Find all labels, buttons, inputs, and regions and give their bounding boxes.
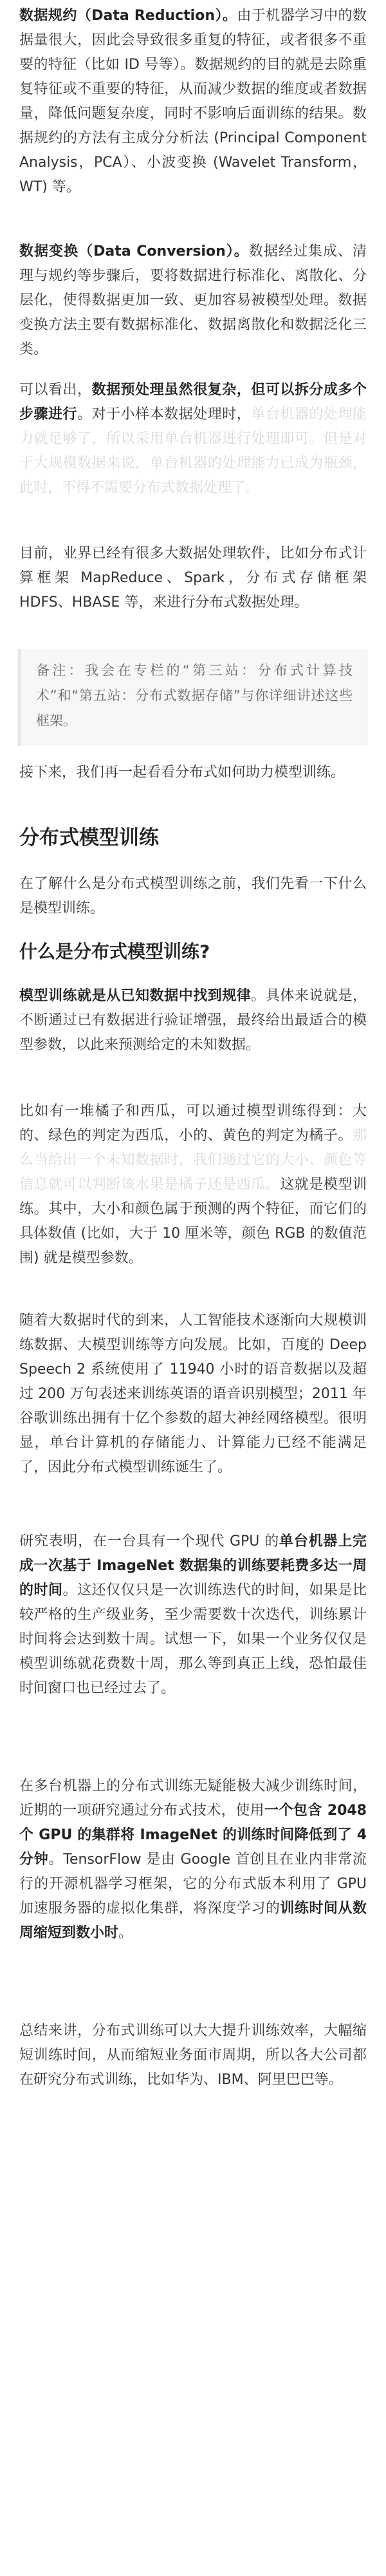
note-callout — [18, 649, 368, 746]
multi-machine-a: 在多台机器上的分布式训练无疑能极大减少训练时间，近期的一项研究通过分布式技术，使用 — [19, 1778, 367, 1819]
paragraph-training-intro: 在了解什么是分布式模型训练之前，我们先看一下什么是模型训练。 — [19, 876, 367, 916]
summary-intro: 可以看出， — [19, 382, 92, 398]
paragraph-data-conversion — [19, 240, 367, 362]
multi-machine-b: 。TensorFlow 是由 Google 首创且在业内非常流行的开源机器学习框架，它的分布式版本利用了 GPU 加速服务器的虚拟化集群，将深度学习的 — [19, 1852, 367, 1917]
heading-distributed-training: 分布式模型训练 — [19, 826, 159, 849]
data-reduction-text: 由于机器学习中的数据量很大，因此会导致很多重复的特征，或者很多不重要的特征（比如 ID 号等）。数据规约的目的就是去除重复特征或不重要的特征，从而减少数据的维度或者数据量，降低问题复杂度，同时不影响后面训练的结果。数据规约的方法有主成分分析法 (Principal Component Analysis，PCA）、小波变换 (Wavelet Transform，WT) 等。 — [19, 8, 367, 195]
training-definition-text: 。具体来说就是，不断通过已有数据进行验证增强，最终给出最适合的模型参数，以此来预测给定的未知数据。 — [19, 988, 367, 1053]
note-text: 备注：我会在专栏的“第三站：分布式计算技术”和“第五站：分布式数据存储”与你详细讲述这些框架。 — [36, 663, 353, 728]
single-machine-a: 研究表明，在一台具有一个现代 GPU 的 — [19, 1533, 279, 1549]
paragraph-big-data-software: 目前，业界已经有很多大数据处理软件，比如分布式计算框架 MapReduce、Spark，分布式存储框架 HDFS、HBASE 等，来进行分布式数据处理。 — [19, 545, 367, 611]
data-conversion-text: 数据经过集成、清理与规约等步骤后，要将数据进行标准化、离散化、分层化，使得数据更加一致、更加容易被模型处理。数据变换方法主要有数据标准化、数据离散化和数据泛化三类。 — [19, 243, 367, 357]
paragraph-training-definition — [19, 984, 367, 1057]
fruit-example-a: 比如有一堆橘子和西瓜，可以通过模型训练得到：大的、绿色的判定为西瓜，小的、黄色的判定为橘子。 — [19, 1103, 367, 1144]
paragraph-big-model-trend: 随着大数据时代的到来，人工智能技术逐渐向大规模训练数据、大模型训练等方向发展。比如，百度的 Deep Speech 2 系统使用了 11940 小时的语音数据以及超过 200 万句表述来训练英语的语音识别模型；2011 年谷歌训练出拥有十亿个参数的超大神经网络模型。很明显，单台计算机的存储能力、计算能力已经不能满足了，因此分布式模型训练诞生了。 — [19, 1312, 367, 1475]
summary-bold: 数据预处理虽然很复杂，但可以拆分成多个步骤进行 — [19, 382, 367, 422]
multi-machine-c: 。 — [118, 1925, 133, 1941]
heading-what-is-training: 什么是分布式模型训练? — [19, 941, 210, 962]
paragraph-transition: 接下来，我们再一起看看分布式如何助力模型训练。 — [19, 764, 345, 781]
fruit-example-highlight: 那么当给出一个未知数据时，我们通过它的大小、颜色等信息就可以判断该水果是橘子还是西瓜。 — [19, 1128, 367, 1193]
term-data-conversion: 数据变换（Data Conversion）。 — [19, 243, 249, 260]
multi-machine-bold-gpu: 一个包含 2048 个 GPU 的集群将 ImageNet 的训练时间降低到了 4 分钟 — [19, 1803, 367, 1868]
summary-text-highlight: 单台机器的处理能力就足够了，所以采用单台机器进行处理即可。但是对于大规模数据来说，单台机器的处理能力已成为瓶颈，此时，不得不需要分布式数据处理了。 — [19, 406, 367, 496]
paragraph-preprocessing-summary — [19, 378, 367, 500]
paragraph-conclusion: 总结来讲，分布式训练可以大大提升训练效率，大幅缩短训练时间，从而缩短业务面市周期，所以各大公司都在研究分布式训练，比如华为、IBM、阿里巴巴等。 — [19, 2023, 367, 2088]
single-machine-b: 。这还仅仅只是一次训练迭代的时间，如果是比较严格的生产级业务，至少需要数十次迭代，训练累计时间将会达到数十周。试想一下，如果一个业务仅仅是模型训练就花费数十周，那么等到真正上线，恐怕最佳时间窗口也已经过去了。 — [19, 1582, 367, 1696]
multi-machine-bold-hours: 训练时间从数周缩短到数小时 — [19, 1900, 367, 1941]
paragraph-single-machine-cost — [19, 1530, 367, 1701]
paragraph-multi-machine-training — [19, 1774, 367, 1946]
paragraph-fruit-example — [19, 1099, 367, 1271]
single-machine-bold: 单台机器上完成一次基于 ImageNet 数据集的训练要耗费多达一周的时间 — [19, 1533, 367, 1598]
term-data-reduction: 数据规约（Data Reduction）。 — [19, 8, 237, 24]
summary-text: 。对于小样本数据处理时， — [77, 406, 252, 422]
fruit-example-c: 这就是模型训练。其中，大小和颜色属于预测的两个特征，而它们的具体数值 (比如，大于 10 厘米等，颜色 RGB 的数值范围) 就是模型参数。 — [19, 1177, 367, 1266]
training-definition-bold: 模型训练就是从已知数据中找到规律 — [19, 988, 252, 1004]
paragraph-data-reduction — [19, 4, 367, 200]
